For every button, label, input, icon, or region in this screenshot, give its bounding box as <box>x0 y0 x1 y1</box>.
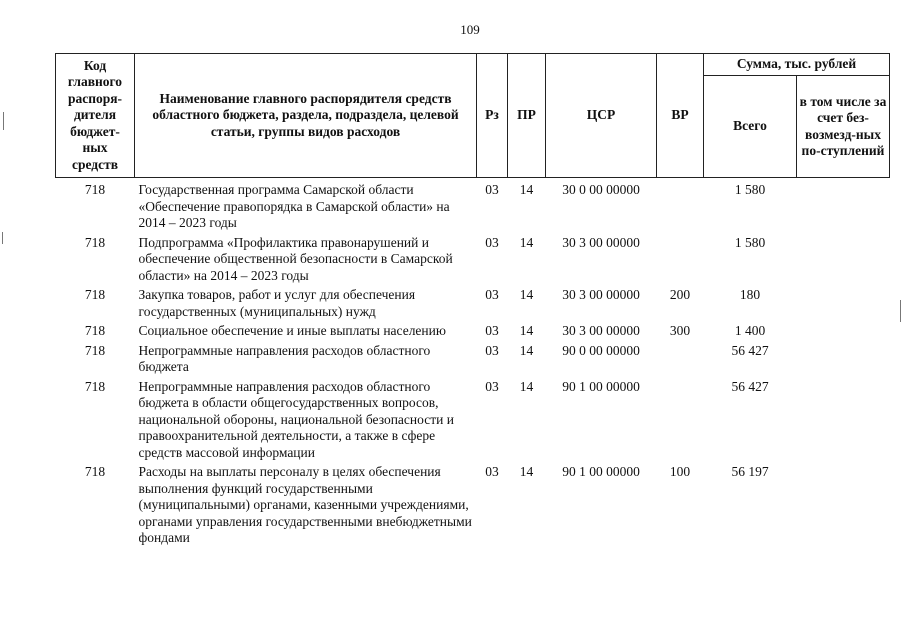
header-csr: ЦСР <box>546 54 657 178</box>
rz-cell: 03 <box>485 378 499 394</box>
total-cell: 56 197 <box>731 464 769 479</box>
rz-cell: 03 <box>485 234 499 250</box>
page-number: 109 <box>460 22 480 37</box>
code-cell: 718 <box>84 182 106 197</box>
pr-cell: 14 <box>519 342 534 358</box>
grants-cell <box>797 232 890 285</box>
vr-cell: 100 <box>669 464 691 479</box>
rz-cell: 03 <box>485 342 499 358</box>
table-row <box>56 461 890 547</box>
name-cell: Расходы на выплаты персоналу в целях обеспечения выполнения функций государственными (муниципальными) органами, казенными учреждениями, органами управления государственными внебюджетными фондами <box>138 464 472 545</box>
pr-cell: 14 <box>519 464 534 479</box>
total-cell: 56 427 <box>731 378 769 394</box>
csr-cell: 30 3 00 00000 <box>562 287 640 302</box>
budget-table <box>55 53 890 547</box>
table-row <box>56 320 890 340</box>
code-cell: 718 <box>84 323 106 338</box>
header-pr: ПР <box>508 54 546 178</box>
header-vr: ВР <box>657 54 704 178</box>
name-cell: Непрограммные направления расходов областного бюджета <box>138 342 431 374</box>
rz-cell: 03 <box>485 464 499 479</box>
header-name: Наименование главного распорядителя средств областного бюджета, раздела, подраздела, целевой статьи, группы видов расходов <box>135 54 477 178</box>
grants-cell <box>797 284 890 320</box>
code-cell: 718 <box>84 378 106 394</box>
name-cell: Подпрограмма «Профилактика правонарушений и обеспечение общественной безопасности в Самарской области» на 2014 – 2023 годы <box>138 234 453 283</box>
pr-cell: 14 <box>519 378 534 394</box>
header-total: Всего <box>704 76 797 178</box>
name-cell: Государственная программа Самарской области «Обеспечение правопорядка в Самарской области» на 2014 – 2023 годы <box>138 182 450 230</box>
vr-cell: 300 <box>669 323 691 338</box>
table-row <box>56 284 890 320</box>
grants-cell <box>797 376 890 462</box>
code-cell: 718 <box>84 287 106 302</box>
grants-cell <box>797 340 890 376</box>
vr-cell: 200 <box>669 287 691 302</box>
table-row <box>56 178 890 232</box>
scan-speck <box>2 232 3 244</box>
csr-cell: 90 1 00 00000 <box>562 378 640 394</box>
pr-cell: 14 <box>519 287 534 302</box>
pr-cell: 14 <box>519 182 534 197</box>
csr-cell: 30 3 00 00000 <box>562 323 640 338</box>
total-cell: 56 427 <box>731 342 769 358</box>
csr-cell: 90 1 00 00000 <box>562 464 640 479</box>
code-cell: 718 <box>84 234 106 250</box>
pr-cell: 14 <box>519 323 534 338</box>
table-body <box>56 178 890 547</box>
name-cell: Социальное обеспечение и иные выплаты населению <box>138 323 446 338</box>
vr-cell <box>657 340 704 376</box>
rz-cell: 03 <box>485 287 499 302</box>
table-header <box>56 54 890 178</box>
scan-speck <box>900 300 901 322</box>
header-grants: в том числе за счет без-возмезд-ных по-ступлений <box>797 76 890 178</box>
csr-cell: 90 0 00 00000 <box>562 342 640 358</box>
header-sum: Сумма, тыс. рублей <box>704 54 890 76</box>
header-rz: Рз <box>477 54 508 178</box>
code-cell: 718 <box>84 464 106 479</box>
total-cell: 1 580 <box>734 182 766 197</box>
vr-cell <box>657 178 704 232</box>
rz-cell: 03 <box>485 182 499 197</box>
rz-cell: 03 <box>485 323 499 338</box>
table-row <box>56 232 890 285</box>
vr-cell <box>657 232 704 285</box>
table-row <box>56 340 890 376</box>
grants-cell <box>797 320 890 340</box>
total-cell: 180 <box>739 287 761 302</box>
name-cell: Закупка товаров, работ и услуг для обеспечения государственных (муниципальных) нужд <box>138 287 416 319</box>
code-cell: 718 <box>84 342 106 358</box>
name-cell: Непрограммные направления расходов областного бюджета в области общегосударственных вопросов, национальной обороны, национальной безопасности и правоохранительной деятельности, а также в сфере средств массовой информации <box>138 378 454 460</box>
table-row <box>56 376 890 462</box>
total-cell: 1 580 <box>734 234 766 250</box>
scan-speck <box>3 112 4 130</box>
grants-cell <box>797 178 890 232</box>
pr-cell: 14 <box>519 234 534 250</box>
vr-cell <box>657 376 704 462</box>
total-cell: 1 400 <box>734 323 766 338</box>
grants-cell <box>797 461 890 547</box>
csr-cell: 30 3 00 00000 <box>562 234 640 250</box>
csr-cell: 30 0 00 00000 <box>562 182 640 197</box>
header-code: Код главного распоря-дителя бюджет-ных средств <box>56 54 135 178</box>
